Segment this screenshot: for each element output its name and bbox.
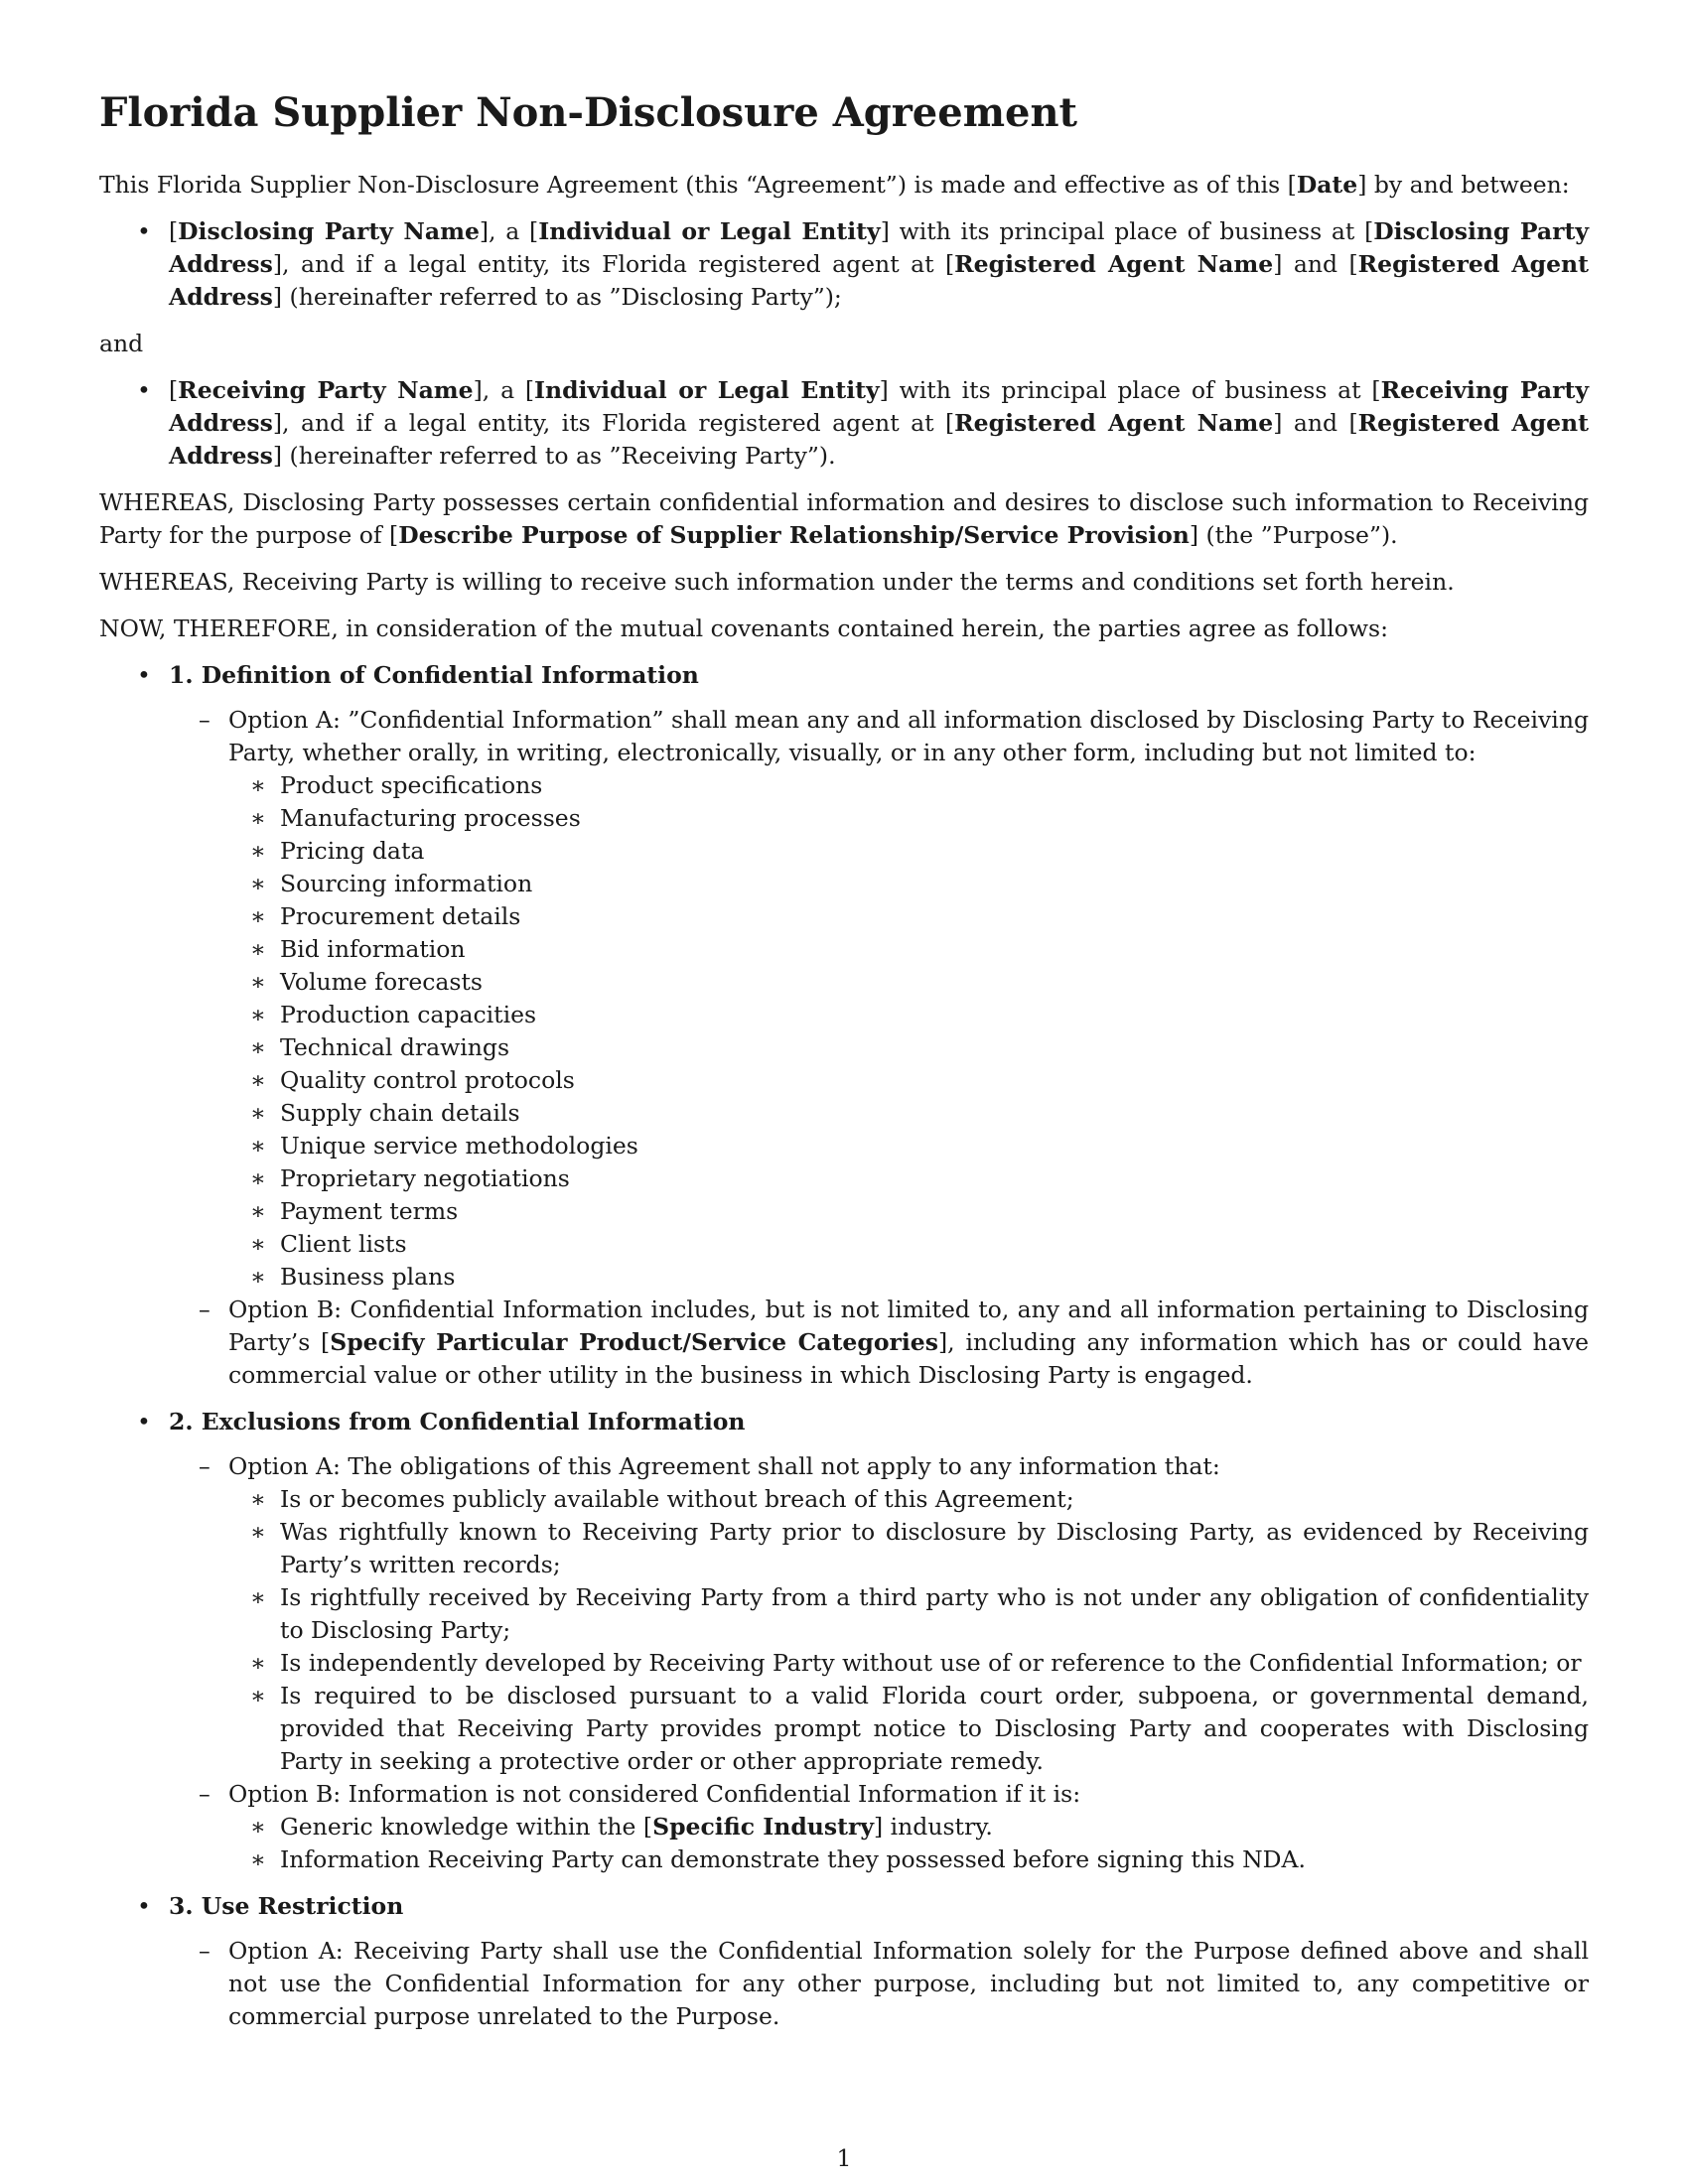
list-item: ∗ Bid information	[228, 933, 1589, 966]
section-3	[99, 1890, 1589, 2033]
options-list	[169, 1935, 1589, 2033]
section-heading: • 3. Use Restriction	[169, 1892, 404, 1920]
list-item: ∗ Procurement details	[228, 900, 1589, 933]
option-text: Option A: ”Confidential Information” shall mean any and all information disclosed by Disclosing Party to Receiving Party, whether orally, in writing, electronically, visually, or in any other form, including but not limited to:	[228, 706, 1589, 766]
option-a	[169, 704, 1589, 1294]
text: ], and if a legal entity, its Florida registered agent at [	[272, 250, 955, 278]
page-number: 1	[836, 2144, 852, 2172]
party-name-placeholder: Receiving Party Name	[178, 376, 474, 404]
intro-text: This Florida Supplier Non-Disclosure Agreement (this “Agreement”) is made and effective as of this [	[99, 171, 1297, 199]
text: ] (the ”Purpose”).	[1189, 521, 1398, 549]
list-item: ∗ Production capacities	[228, 999, 1589, 1031]
text: ], and if a legal entity, its Florida registered agent at [	[272, 409, 955, 437]
sub-list	[228, 769, 1589, 1294]
agent-name-placeholder: Registered Agent Name	[954, 250, 1274, 278]
options-list	[169, 704, 1589, 1392]
list-item: ∗ Sourcing information	[228, 868, 1589, 900]
whereas-paragraph-2: WHEREAS, Receiving Party is willing to receive such information under the terms and conditions set forth herein.	[99, 568, 1455, 596]
entity-placeholder: Individual or Legal Entity	[534, 376, 880, 404]
text: ] industry.	[873, 1813, 993, 1841]
sub-list	[228, 1811, 1589, 1876]
disclosing-party-item	[99, 215, 1589, 314]
option-text-end: ], including any information which has or could have commercial value or other utility in the business in which Disclosing Party is engaged.	[228, 1328, 1589, 1389]
list-item: ∗ Is rightfully received by Receiving Party from a third party who is not under any obligation of confidentiality to Disclosing Party;	[228, 1581, 1589, 1647]
option-b	[169, 1778, 1589, 1876]
option-text: Option B: Information is not considered Confidential Information if it is:	[228, 1780, 1081, 1808]
receiving-party-item	[99, 374, 1589, 473]
option-text: Option A: The obligations of this Agreement shall not apply to any information that:	[228, 1452, 1220, 1480]
text: ] with its principal place of business at [	[879, 376, 1381, 404]
address-placeholder: Disclosing Party Address	[169, 217, 1590, 278]
section-2	[99, 1406, 1589, 1876]
text: [	[169, 376, 179, 404]
sub-list	[228, 1483, 1589, 1778]
text: Generic knowledge within the [	[280, 1813, 653, 1841]
list-item: ∗ Is independently developed by Receiving Party without use of or reference to the Confidential Information; or	[228, 1647, 1589, 1680]
text: ] and [	[1273, 250, 1358, 278]
text: ], a [	[473, 376, 535, 404]
date-placeholder: Date	[1296, 171, 1358, 199]
option-a: – Option A: Receiving Party shall use the Confidential Information solely for the Purpose defined above and shall not use the Confidential Information for any other purpose, including but not limited to, any competitive or commercial purpose unrelated to the Purpose.	[169, 1935, 1589, 2033]
section-heading: • 1. Definition of Confidential Information	[169, 661, 699, 689]
list-item: ∗ Technical drawings	[228, 1031, 1589, 1064]
purpose-placeholder: Describe Purpose of Supplier Relationship/Service Provision	[398, 521, 1190, 549]
entity-placeholder: Individual or Legal Entity	[538, 217, 881, 245]
list-item: ∗ Unique service methodologies	[228, 1130, 1589, 1162]
section-heading: • 2. Exclusions from Confidential Information	[169, 1408, 746, 1435]
options-list	[169, 1450, 1589, 1876]
text: ], a [	[479, 217, 539, 245]
party-list-2	[99, 374, 1589, 473]
document-title: Florida Supplier Non-Disclosure Agreement	[99, 89, 1078, 136]
address-placeholder: Receiving Party Address	[169, 376, 1590, 437]
categories-placeholder: Specify Particular Product/Service Categories	[330, 1328, 938, 1356]
list-item: ∗ Supply chain details	[228, 1097, 1589, 1130]
list-item: ∗ Client lists	[228, 1228, 1589, 1261]
and-text: and	[99, 330, 144, 357]
list-item: ∗ Pricing data	[228, 835, 1589, 868]
list-item: ∗ Is or becomes publicly available without breach of this Agreement;	[228, 1483, 1589, 1516]
option-text: Option B: Confidential Information includes, but is not limited to, any and all information pertaining to Disclosing Party’s [	[228, 1296, 1589, 1356]
list-item: ∗ Volume forecasts	[228, 966, 1589, 999]
agent-name-placeholder: Registered Agent Name	[954, 409, 1274, 437]
list-item: ∗ Manufacturing processes	[228, 802, 1589, 835]
whereas-paragraph-1	[99, 486, 1589, 552]
party-list-1	[99, 215, 1589, 314]
text: ] (hereinafter referred to as ”Receiving Party”).	[272, 442, 836, 470]
list-item: ∗ Proprietary negotiations	[228, 1162, 1589, 1195]
text: ] and [	[1273, 409, 1358, 437]
list-item: ∗ Quality control protocols	[228, 1064, 1589, 1097]
list-item	[228, 1811, 1589, 1843]
option-b	[169, 1294, 1589, 1392]
intro-text-end: ] by and between:	[1357, 171, 1570, 199]
document-page	[99, 87, 1589, 2047]
now-therefore-paragraph: NOW, THEREFORE, in consideration of the mutual covenants contained herein, the parties agree as follows:	[99, 614, 1389, 642]
list-item: ∗ Information Receiving Party can demonstrate they possessed before signing this NDA.	[228, 1843, 1589, 1876]
option-a	[169, 1450, 1589, 1778]
section-1	[99, 659, 1589, 1392]
list-item: ∗ Product specifications	[228, 769, 1589, 802]
text: WHEREAS, Disclosing Party possesses certain confidential information and desires to disclose such information to Receiving Party for the purpose of [	[99, 488, 1589, 549]
text: ] (hereinafter referred to as ”Disclosing Party”);	[272, 283, 842, 311]
list-item: ∗ Was rightfully known to Receiving Party prior to disclosure by Disclosing Party, as evidenced by Receiving Party’s written records;	[228, 1516, 1589, 1581]
intro-paragraph	[99, 169, 1589, 202]
party-name-placeholder: Disclosing Party Name	[178, 217, 480, 245]
list-item: ∗ Business plans	[228, 1261, 1589, 1294]
text: [	[169, 217, 179, 245]
list-item: ∗ Payment terms	[228, 1195, 1589, 1228]
sections-list	[99, 659, 1589, 2033]
list-item: ∗ Is required to be disclosed pursuant to a valid Florida court order, subpoena, or governmental demand, provided that Receiving Party provides prompt notice to Disclosing Party and cooperates with Disclosing Party in seeking a protective order or other appropriate remedy.	[228, 1680, 1589, 1778]
agent-address-placeholder: Registered Agent Address	[169, 250, 1589, 311]
agent-address-placeholder: Registered Agent Address	[169, 409, 1589, 470]
industry-placeholder: Specific Industry	[652, 1813, 874, 1841]
text: ] with its principal place of business at [	[880, 217, 1374, 245]
